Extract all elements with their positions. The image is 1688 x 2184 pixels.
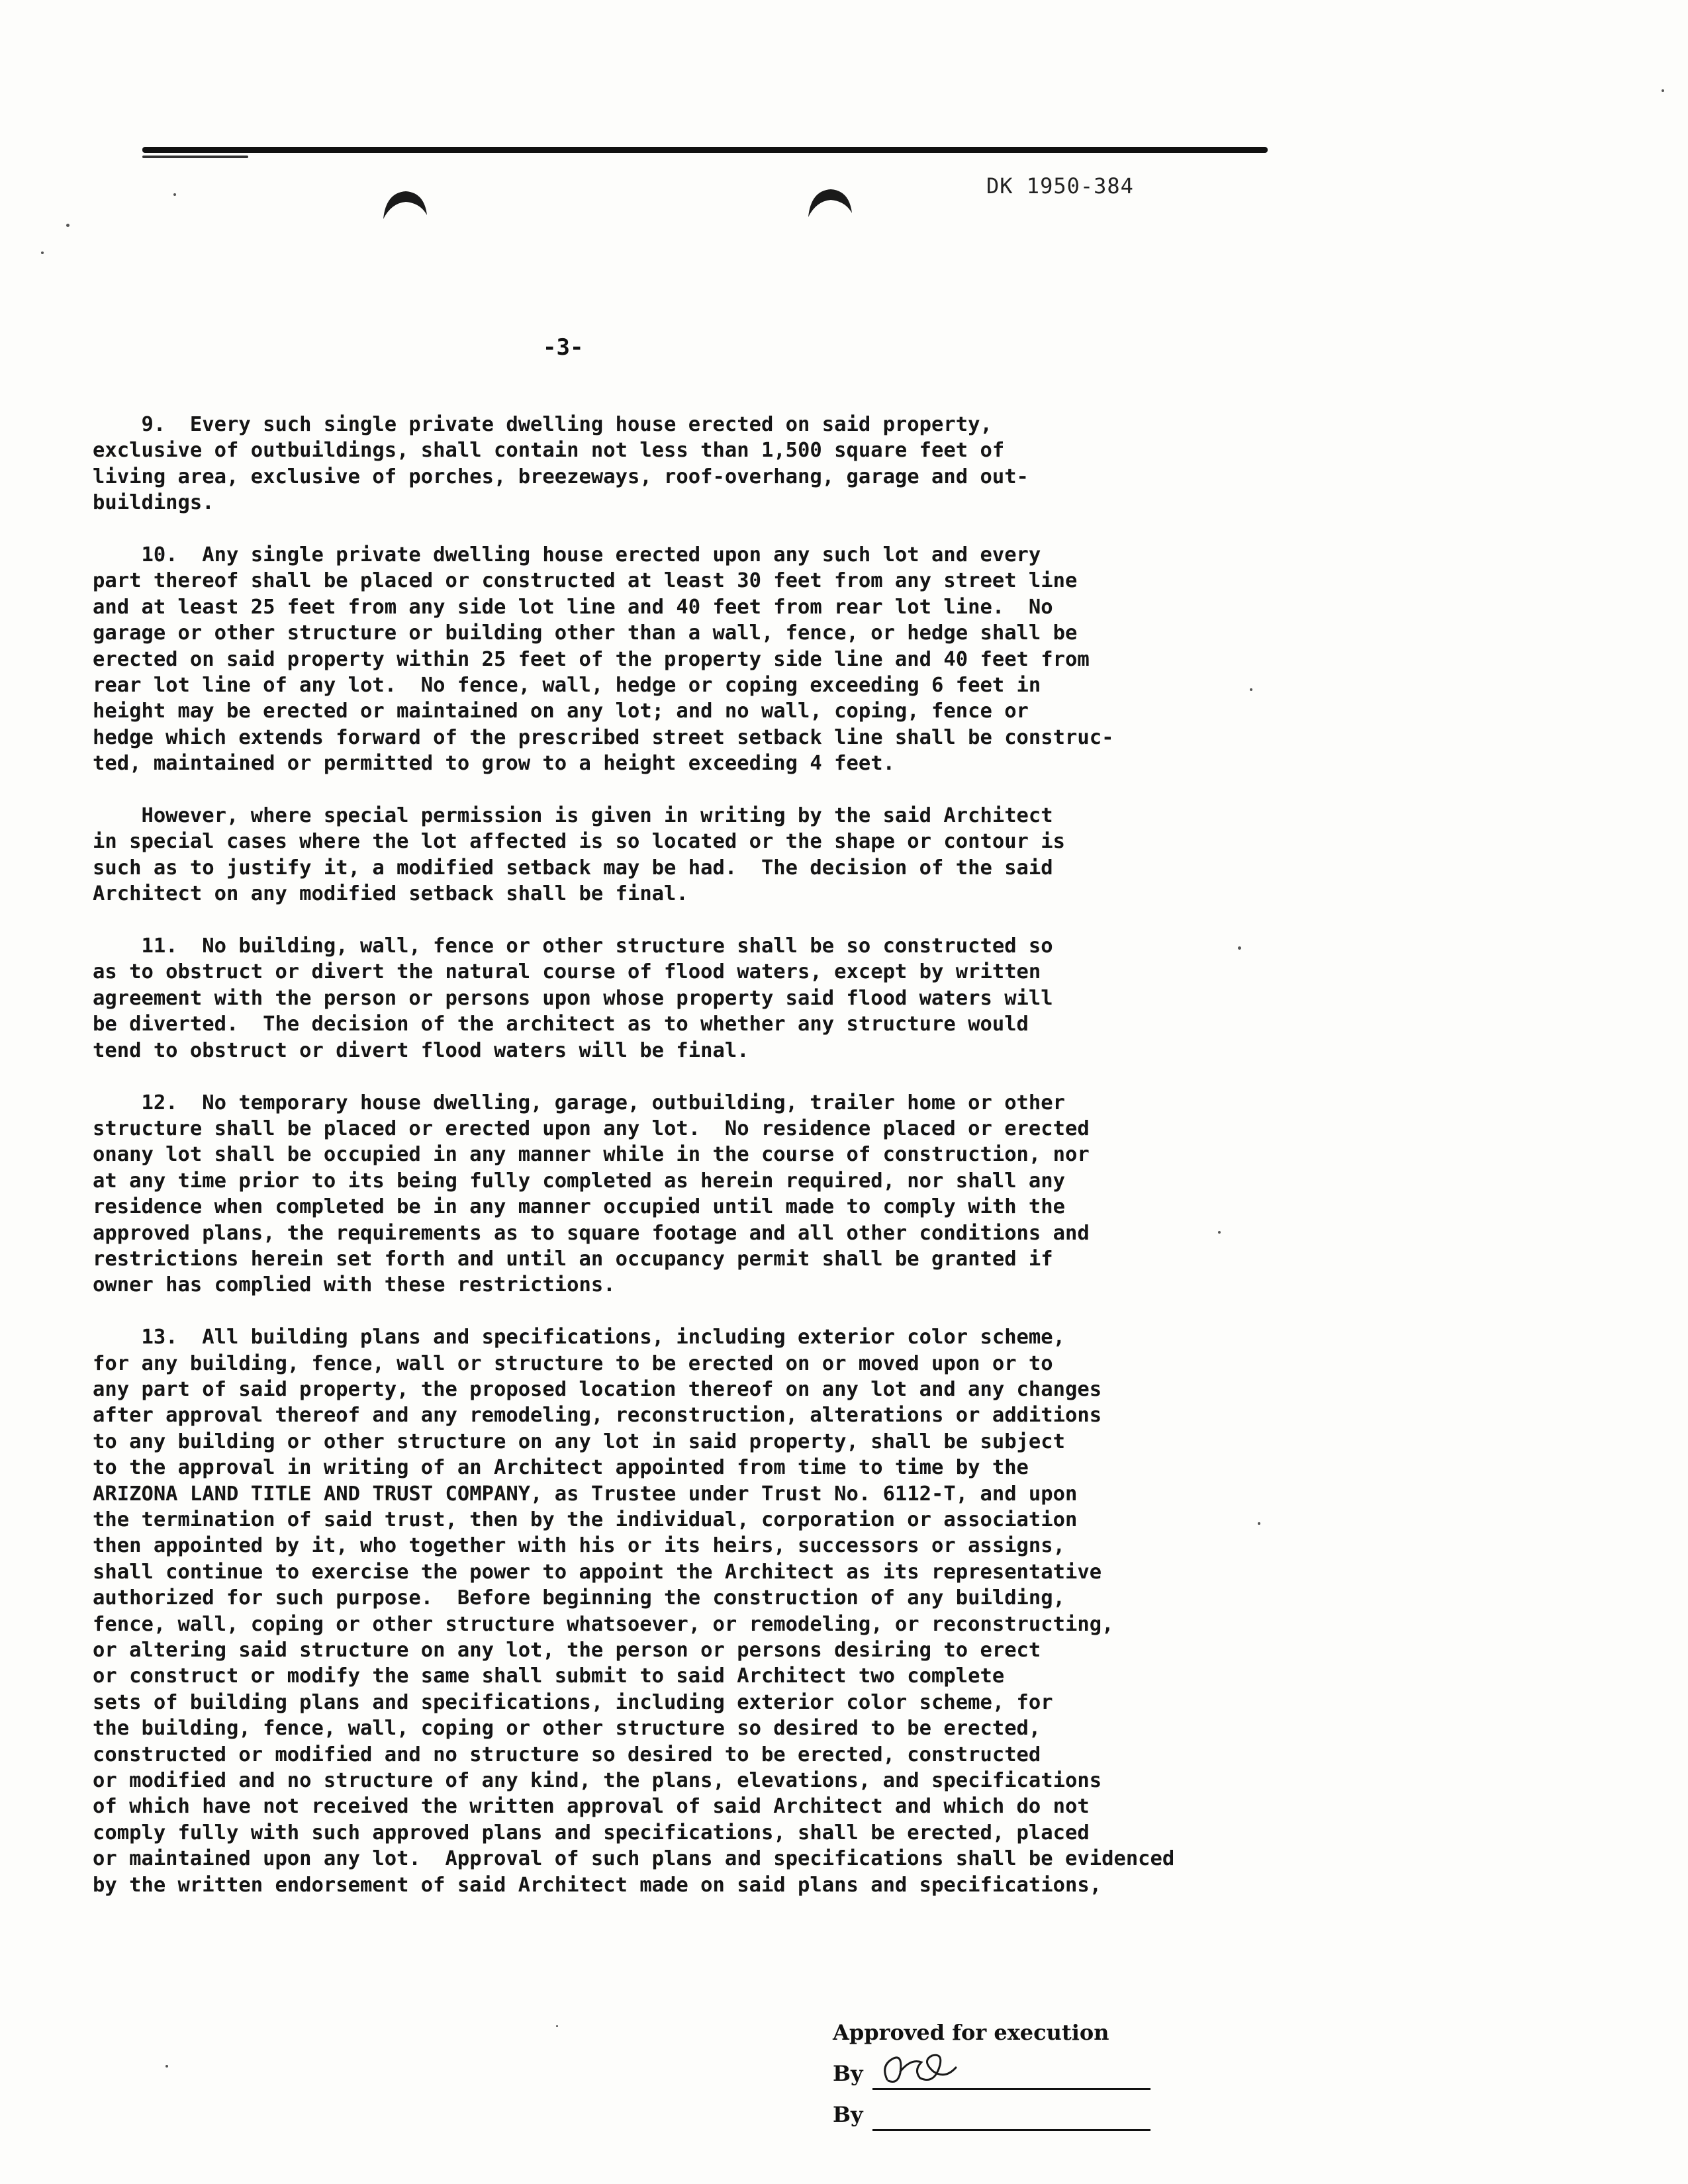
text-line: be diverted. The decision of the architect as to whether any structure would (93, 1013, 1029, 1036)
text-line: 9. Every such single private dwelling house erected on said property, (93, 413, 992, 436)
text-line: living area, exclusive of porches, breezeways, roof-overhang, garage and out- (93, 465, 1029, 488)
text-line: or modified and no structure of any kind, the plans, elevations, and specifications (93, 1769, 1102, 1793)
paragraph-11 (93, 933, 1244, 1064)
header-rule (142, 147, 1268, 153)
text-line: at any time prior to its being fully completed as herein required, nor shall any (93, 1169, 1066, 1193)
text-line: comply fully with such approved plans and specifications, shall be erected, placed (93, 1821, 1090, 1844)
scan-speck (66, 224, 70, 227)
text-line: garage or other structure or building other than a wall, fence, or hedge shall be (93, 621, 1078, 645)
text-line: hedge which extends forward of the prescribed street setback line shall be construc- (93, 725, 1114, 749)
text-line: constructed or modified and no structure so desired to be erected, constructed (93, 1743, 1041, 1766)
paragraph-10-however (93, 803, 1244, 907)
text-line: for any building, fence, wall or structure to be erected on or moved upon or to (93, 1351, 1053, 1375)
punch-hole-mark-right (806, 187, 853, 220)
text-line: rear lot line of any lot. No fence, wall, hedge or coping exceeding 6 feet in (93, 674, 1041, 698)
text-line: buildings. (93, 491, 214, 515)
text-line: residence when completed be in any manner occupied until made to comply with the (93, 1195, 1066, 1219)
covenant-text (93, 412, 1244, 1924)
text-line: and at least 25 feet from any side lot line and 40 feet from rear lot line. No (93, 595, 1053, 619)
text-line: by the written endorsement of said Architect made on said plans and specifications, (93, 1873, 1102, 1897)
text-line: or construct or modify the same shall submit to said Architect two complete (93, 1664, 1005, 1688)
scan-speck (165, 2065, 168, 2068)
signature-line-2 (833, 2102, 1177, 2143)
text-line: Architect on any modified setback shall be final. (93, 882, 688, 906)
by-label: By (833, 2102, 863, 2127)
text-line: ted, maintained or permitted to grow to a height exceeding 4 feet. (93, 752, 895, 776)
text-line: tend to obstruct or divert flood waters will be final. (93, 1038, 749, 1062)
text-line: fence, wall, coping or other structure whatsoever, or remodeling, or reconstructing, (93, 1612, 1114, 1636)
scan-speck (1258, 1522, 1260, 1525)
scan-speck (41, 251, 44, 254)
scan-speck (556, 2025, 558, 2027)
text-line: restrictions herein set forth and until an occupancy permit shall be granted if (93, 1247, 1053, 1271)
text-line: the termination of said trust, then by the individual, corporation or association (93, 1508, 1078, 1531)
scan-speck (1250, 688, 1252, 691)
text-line: height may be erected or maintained on any lot; and no wall, coping, fence or (93, 700, 1029, 723)
text-line: 13. All building plans and specifications, including exterior color scheme, (93, 1326, 1066, 1349)
text-line: part thereof shall be placed or constructed at least 30 feet from any street line (93, 569, 1078, 593)
paragraph-13 (93, 1324, 1244, 1898)
paragraph-10 (93, 542, 1244, 777)
paragraph-12 (93, 1090, 1244, 1298)
punch-hole-mark-left (381, 189, 428, 222)
text-line: then appointed by it, who together with his or its heirs, successors or assigns, (93, 1534, 1066, 1558)
by-label: By (833, 2061, 863, 2086)
text-line: owner has complied with these restrictions. (93, 1273, 616, 1297)
scan-speck (1218, 1231, 1221, 1234)
text-line: to the approval in writing of an Architect appointed from time to time by the (93, 1456, 1029, 1480)
text-line: ARIZONA LAND TITLE AND TRUST COMPANY, as Trustee under Trust No. 6112-T, and upon (93, 1482, 1078, 1506)
text-line: 11. No building, wall, fence or other structure shall be so constructed so (93, 934, 1053, 958)
text-line: structure shall be placed or erected upon any lot. No residence placed or erected (93, 1116, 1090, 1140)
text-line: after approval thereof and any remodeling, reconstruction, alterations or additions (93, 1404, 1102, 1428)
text-line: agreement with the person or persons upon whose property said flood waters will (93, 986, 1053, 1010)
text-line: sets of building plans and specifications, including exterior color scheme, for (93, 1690, 1053, 1714)
text-line: shall continue to exercise the power to appoint the Architect as its representative (93, 1560, 1102, 1584)
header-rule-smudge (142, 156, 248, 158)
text-line: the building, fence, wall, coping or other structure so desired to be erected, (93, 1717, 1041, 1741)
text-line: in special cases where the lot affected is so located or the shape or contour is (93, 830, 1066, 854)
signature-underline (872, 2129, 1150, 2131)
document-number: DK 1950-384 (986, 173, 1134, 199)
text-line: as to obstruct or divert the natural course of flood waters, except by written (93, 960, 1041, 984)
text-line: approved plans, the requirements as to square footage and all other conditions and (93, 1221, 1090, 1245)
initials-signature (874, 2038, 960, 2091)
paragraph-9 (93, 412, 1244, 516)
text-line: erected on said property within 25 feet of the property side line and 40 feet from (93, 647, 1090, 671)
text-line: to any building or other structure on any lot in said property, shall be subject (93, 1430, 1066, 1453)
text-line: exclusive of outbuildings, shall contain not less than 1,500 square feet of (93, 439, 1005, 463)
text-line: 12. No temporary house dwelling, garage, outbuilding, trailer home or other (93, 1091, 1066, 1115)
text-line: or altering said structure on any lot, the person or persons desiring to erect (93, 1639, 1041, 1662)
text-line: onany lot shall be occupied in any manner while in the course of construction, nor (93, 1143, 1090, 1167)
text-line: such as to justify it, a modified setback may be had. The decision of the said (93, 856, 1053, 880)
approval-title-text: Approved for execution (833, 2020, 1109, 2045)
text-line: However, where special permission is given in writing by the said Architect (93, 804, 1053, 828)
page-number: -3- (543, 334, 584, 361)
scan-speck (173, 193, 176, 196)
text-line: 10. Any single private dwelling house erected upon any such lot and every (93, 543, 1041, 567)
scan-speck (1238, 946, 1241, 950)
text-line: or maintained upon any lot. Approval of such plans and specifications shall be evidenced (93, 1847, 1175, 1871)
text-line: authorized for such purpose. Before beginning the construction of any building, (93, 1586, 1066, 1610)
text-line: any part of said property, the proposed location thereof on any lot and any changes (93, 1377, 1102, 1401)
scan-speck (1662, 89, 1664, 92)
text-line: of which have not received the written approval of said Architect and which do not (93, 1795, 1090, 1819)
